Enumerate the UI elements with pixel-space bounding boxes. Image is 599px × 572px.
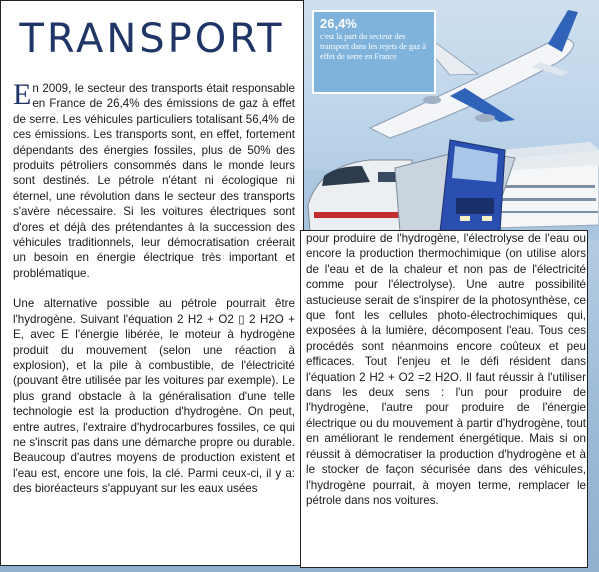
article-body-left — [13, 78, 295, 512]
statistic-callout — [312, 10, 436, 94]
article-column-right — [300, 230, 588, 568]
paragraph-intro-text: n 2009, le secteur des transports était responsable en France de 26,4% des émissions de gaz à effet de serre. Les véhicules particuliers totalisant 56,4% de ces émissions. Les transports sont, en effet, fortement dépendants des énergies fossiles, plus de 50% des produits pétroliers consommés dans le monde leurs sont destinés. Le pétrole n'étant ni écologique ni éternel, une révolution dans le secteur des transports s'avère nécessaire. Si les voitures électriques sont d'ores et déjà des prétendantes à la succession des véhicules traditionnels, leur démocratisation créerait un besoin en énergie électrique très important et problématique. — [13, 82, 295, 280]
truck-icon — [395, 140, 515, 232]
article-body-right: pour produire de l'hydrogène, l'électrolyse de l'eau ou encore la production thermochimique (on utilise alors de l'eau et de la chaleur et non pas de l'électricité comme pour l'électrolyse). Une autre possibilité astucieuse serait de s'inspirer de la photosynthèse, ce que font les cellules photo-électrochimiques qui, exposées à la lumière, décomposent l'eau. Tous ces procédés sont néanmoins encore coûteux et peu efficaces. Tout l'enjeu et le défi résident dans l'équation 2 H2 + O2 =2 H2O. Il faut réussir à l'utiliser dans les deux sens : l'un pour produire de l'hydrogène, l'autre pour produire de l'énergie électrique ou du mouvement à partir d'hydrogène, tout en améliorant le rendement énergétique. Mais si on réussit à démocratiser la production d'hydrogène et à le stocker de façon sécurisée dans des véhicules, l'hydrogène pourrait, à moyen terme, remplacer le pétrole dans nos voitures. — [306, 232, 586, 507]
dropcap-letter: E — [13, 78, 32, 111]
paragraph-intro — [13, 78, 295, 281]
paragraph-hydrogen: Une alternative possible au pétrole pourrait être l'hydrogène. Suivant l'équation 2 H2 + O2 ▯ 2 H2O + E, avec E l'énergie libérée, le moteur à hydrogène produit du mouvement (selon une réaction à explosion), et la pile à combustible, de l'électricité (pouvant être utilisée par les voitures par exemple). Le plus grand obstacle à la généralisation d'une telle technologie est la production d'hydrogène. On peut, entre autres, l'extraire d'hydrocarbures fossiles, ce qui ne s'inscrit pas dans une démarche propre ou durable. Beaucoup d'autres moyens de production existent et l'eau est, encore une fois, la clé. Parmi ceux-ci, il y a: des bioréacteurs s'appuyant sur les eaux usées — [13, 297, 295, 496]
statistic-value: 26,4% — [320, 16, 357, 31]
statistic-description: c'est la part du secteur des transport dans les rejets de gaz à effet de serre en France — [320, 32, 426, 61]
article-title: TRANSPORT — [19, 16, 285, 62]
